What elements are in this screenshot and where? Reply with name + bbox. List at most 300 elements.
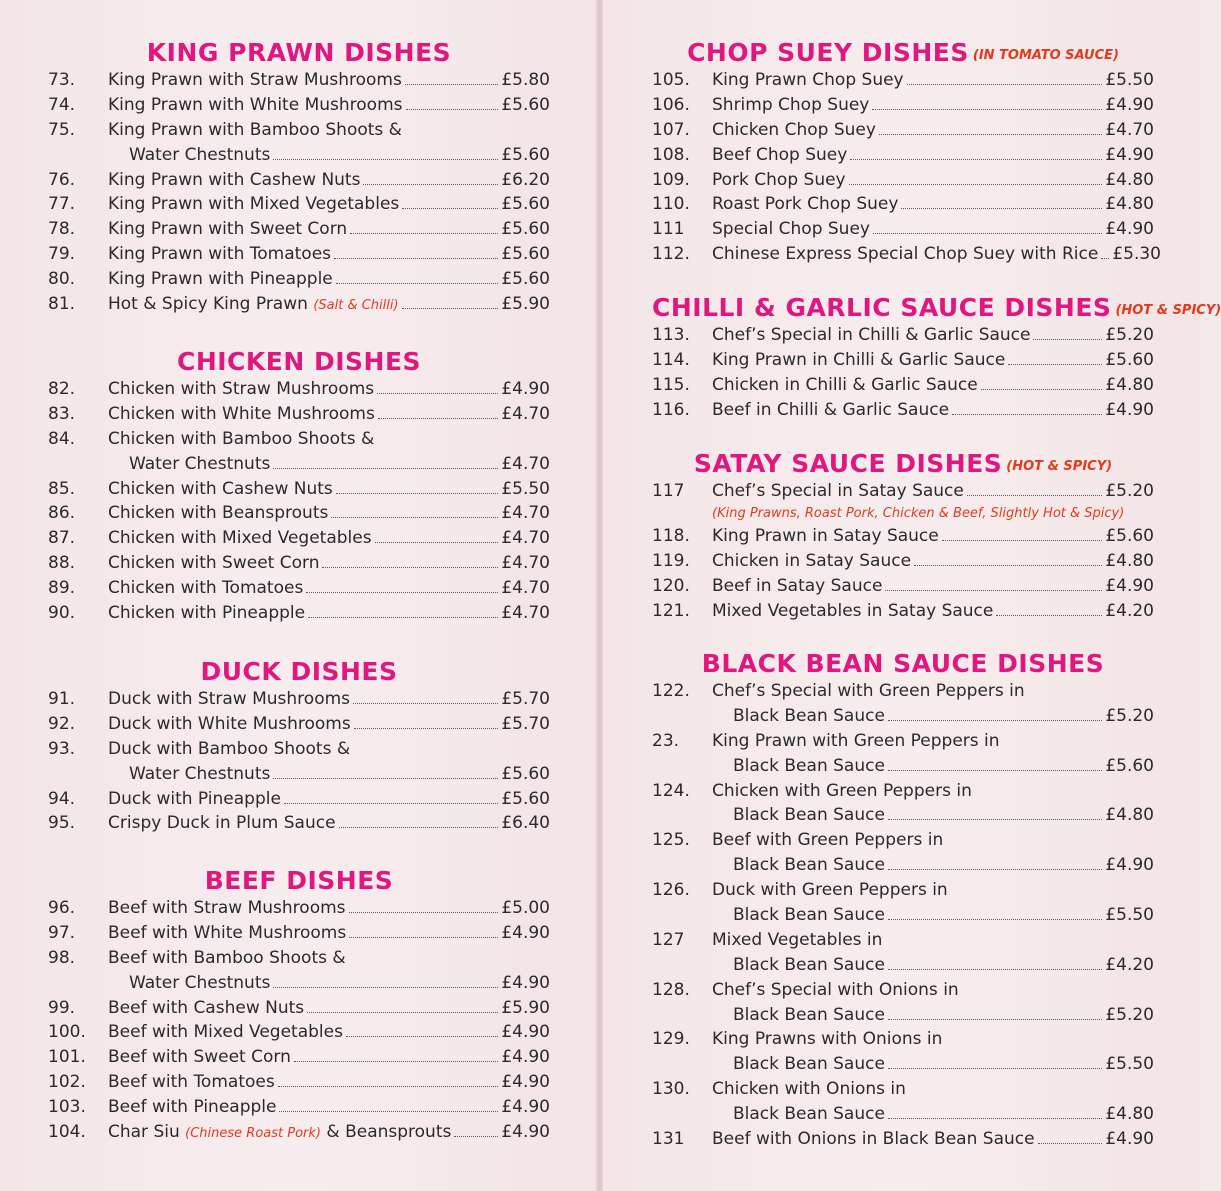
item-price: £6.40	[501, 813, 550, 834]
item-price: £4.70	[501, 578, 550, 599]
item-price: £5.60	[501, 244, 550, 265]
menu-item	[48, 95, 550, 120]
dot-leader	[402, 208, 498, 209]
menu-item	[48, 789, 550, 814]
item-number: 77.	[48, 194, 76, 215]
item-price: £5.20	[1105, 481, 1154, 501]
item-number: 102.	[48, 1072, 86, 1093]
dot-leader	[981, 389, 1103, 390]
item-name	[712, 194, 898, 214]
item-name-text: Black Bean Sauce	[733, 855, 885, 876]
item-number: 103.	[48, 1097, 86, 1118]
item-note: (King Prawns, Roast Pork, Chicken & Beef, Slightly Hot & Spicy)	[712, 505, 1125, 521]
dot-leader	[402, 308, 499, 309]
item-number: 80.	[48, 269, 76, 290]
item-name-text: King Prawns with Onions in	[712, 1029, 943, 1050]
dot-leader	[888, 869, 1102, 870]
item-price: £5.50	[1105, 1054, 1154, 1075]
item-price: £5.60	[501, 194, 550, 215]
menu-item	[652, 551, 1154, 576]
item-number: 129.	[652, 1029, 690, 1050]
dot-leader	[353, 703, 498, 704]
dot-leader	[967, 495, 1102, 496]
item-price: £4.20	[1105, 600, 1154, 621]
item-number: 84.	[48, 428, 76, 449]
item-name-text: Beef with White Mushrooms	[108, 922, 347, 943]
item-name-text: Chicken with Sweet Corn	[108, 553, 320, 574]
item-number: 96.	[48, 898, 76, 918]
item-price: £4.90	[501, 1072, 550, 1093]
item-name-text: Beef with Straw Mushrooms	[108, 898, 346, 918]
item-name-text: Beef with Sweet Corn	[108, 1047, 291, 1068]
menu-item	[652, 576, 1154, 601]
dot-leader	[1008, 364, 1102, 365]
item-price: £5.70	[501, 713, 550, 734]
item-name-text: King Prawn with Bamboo Shoots &	[108, 119, 402, 140]
dot-leader	[850, 159, 1102, 160]
item-number: 106.	[652, 94, 690, 115]
item-name	[712, 880, 948, 900]
item-name-text: Beef in Chilli & Garlic Sauce	[712, 399, 950, 420]
dot-leader	[888, 819, 1102, 820]
item-price: £4.90	[501, 1047, 550, 1068]
menu-item	[652, 980, 1154, 1005]
item-name-text: King Prawn with Mixed Vegetables	[108, 194, 400, 215]
item-price: £5.60	[501, 788, 550, 809]
item-price: £5.60	[501, 269, 550, 290]
item-name-text: Mixed Vegetables in	[712, 929, 883, 950]
item-name	[712, 830, 943, 850]
item-price: £4.80	[1105, 374, 1154, 395]
item-name-text: Duck with Straw Mushrooms	[108, 689, 351, 709]
dot-leader	[375, 542, 499, 543]
item-name	[108, 528, 372, 548]
item-name-text: Chicken with Bamboo Shoots &	[108, 428, 375, 449]
item-name	[712, 681, 1025, 701]
menu-item	[48, 998, 550, 1023]
item-name-text: Black Bean Sauce	[733, 705, 885, 726]
dot-leader	[885, 590, 1102, 591]
item-number: 90.	[48, 603, 76, 624]
menu-item	[48, 528, 550, 553]
menu-item	[652, 120, 1154, 145]
item-name	[108, 269, 333, 289]
item-name-text: King Prawn with Pineapple	[108, 269, 333, 290]
section-heading-text: SATAY SAUCE DISHES	[693, 449, 1003, 478]
menu-item	[48, 689, 550, 714]
item-price: £5.30	[1112, 244, 1161, 265]
item-name-text: Chicken with Pineapple	[108, 603, 306, 624]
item-price: £5.90	[501, 997, 550, 1018]
menu-item	[652, 601, 1154, 626]
dot-leader	[888, 919, 1102, 920]
dot-leader	[888, 720, 1102, 721]
dot-leader	[849, 184, 1103, 185]
menu-item	[48, 454, 550, 479]
item-name-text: Duck with White Mushrooms	[108, 713, 351, 734]
item-price: £4.90	[1105, 855, 1154, 876]
dot-leader	[284, 803, 498, 804]
item-price: £4.70	[501, 453, 550, 474]
section-heading: DUCK DISHES	[200, 657, 398, 686]
item-name	[712, 1054, 885, 1074]
item-name	[108, 170, 360, 190]
item-price: £4.90	[1105, 399, 1154, 420]
dot-leader	[888, 770, 1102, 771]
menu-item	[652, 1079, 1154, 1104]
menu-item	[652, 1129, 1154, 1154]
item-name-text: Chicken with Mixed Vegetables	[108, 528, 372, 549]
item-name	[108, 739, 350, 759]
menu-item	[48, 379, 550, 404]
item-name-text: Crispy Duck in Plum Sauce	[108, 813, 336, 834]
item-price: £4.90	[1105, 1129, 1154, 1150]
item-number: 85.	[48, 478, 76, 499]
menu-item	[48, 764, 550, 789]
item-name	[108, 294, 399, 314]
menu-item	[48, 145, 550, 170]
item-number: 94.	[48, 788, 76, 809]
item-name-text: Black Bean Sauce	[733, 1004, 885, 1025]
item-note: (Chinese Roast Pork)	[185, 1126, 321, 1142]
menu-item	[48, 219, 550, 244]
section-heading: BEEF DISHES	[204, 866, 394, 895]
menu-item	[652, 805, 1154, 830]
item-name	[712, 980, 959, 1000]
menu-item	[48, 294, 550, 319]
item-number: 131	[652, 1129, 685, 1150]
menu-item	[48, 244, 550, 269]
dot-leader	[952, 414, 1102, 415]
item-price: £5.60	[1105, 349, 1154, 370]
menu-item	[48, 269, 550, 294]
menu-item	[652, 526, 1154, 551]
item-price: £5.70	[501, 689, 550, 709]
item-number: 79.	[48, 244, 76, 265]
item-price: £4.70	[1105, 119, 1154, 140]
item-price: £4.80	[1105, 805, 1154, 826]
dot-leader	[278, 1086, 499, 1087]
item-name-text: King Prawn with White Mushrooms	[108, 94, 403, 115]
item-number: 127	[652, 929, 685, 950]
item-price: £4.90	[1105, 219, 1154, 240]
section-heading-note: (HOT & SPICY)	[1006, 459, 1113, 474]
item-price: £5.60	[501, 144, 550, 165]
item-name	[108, 1072, 275, 1092]
item-name	[712, 244, 1098, 264]
item-number: 76.	[48, 169, 76, 190]
menu-item	[48, 1047, 550, 1072]
menu-item	[48, 813, 550, 838]
menu-item	[652, 219, 1154, 244]
item-number: 83.	[48, 403, 76, 424]
menu-item	[48, 404, 550, 429]
item-name	[108, 689, 350, 709]
menu-item	[48, 1022, 550, 1047]
item-name-text: Roast Pork Chop Suey	[712, 194, 899, 215]
item-name	[712, 805, 885, 825]
dot-leader	[872, 109, 1102, 110]
section-king-prawn	[48, 36, 550, 319]
item-name-text: Mixed Vegetables in Satay Sauce	[712, 600, 994, 621]
item-number: 121.	[652, 600, 690, 621]
item-name	[712, 481, 964, 501]
menu-item	[652, 1054, 1154, 1079]
item-name	[712, 145, 847, 165]
item-name-text: Chicken with Tomatoes	[108, 578, 304, 599]
item-name	[712, 905, 885, 925]
dot-leader	[331, 517, 498, 518]
dot-leader	[273, 987, 498, 988]
item-name	[108, 764, 270, 784]
item-name	[712, 1005, 885, 1025]
item-price: £4.70	[501, 603, 550, 624]
section-heading-note: (IN TOMATO SAUCE)	[972, 48, 1119, 63]
item-number: 105.	[652, 70, 690, 90]
item-number: 23.	[652, 730, 680, 751]
item-price: £4.90	[1105, 144, 1154, 165]
item-name	[712, 601, 993, 621]
item-name-text: Beef with Mixed Vegetables	[108, 1022, 343, 1043]
item-name-text: Duck with Green Peppers in	[712, 880, 948, 901]
item-name-text: Hot & Spicy King Prawn	[108, 294, 308, 315]
menu-item	[652, 70, 1154, 95]
item-name	[712, 855, 885, 875]
item-price: £4.70	[501, 503, 550, 524]
item-name-text: Beef in Satay Sauce	[712, 575, 883, 596]
item-price: £4.90	[501, 1022, 550, 1043]
item-name	[108, 578, 303, 598]
section-heading-text: CHILLI & GARLIC SAUCE DISHES	[652, 293, 1112, 322]
menu-item	[48, 170, 550, 195]
item-number: 98.	[48, 947, 76, 968]
menu-item	[48, 429, 550, 454]
item-price: £5.20	[1105, 1004, 1154, 1025]
item-number: 110.	[652, 194, 690, 215]
item-name-text: Duck with Bamboo Shoots &	[108, 738, 351, 759]
item-name-text: Beef with Green Peppers in	[712, 830, 944, 851]
dot-leader	[406, 109, 499, 110]
item-name	[108, 429, 374, 449]
item-number: 73.	[48, 70, 76, 90]
item-name-text: Black Bean Sauce	[733, 954, 885, 975]
item-number: 109.	[652, 169, 690, 190]
item-name	[108, 95, 403, 115]
section-heading-note: (HOT & SPICY)	[1115, 303, 1221, 318]
menu-item	[48, 578, 550, 603]
item-name	[108, 923, 346, 943]
item-name	[712, 1104, 885, 1124]
section-heading: CHICKEN DISHES	[176, 347, 422, 376]
item-price: £4.90	[501, 379, 550, 399]
dot-leader	[339, 827, 499, 828]
item-name	[712, 781, 972, 801]
item-name-text: Water Chestnuts	[129, 144, 271, 165]
item-name-text: Black Bean Sauce	[733, 805, 885, 826]
item-name	[108, 1022, 343, 1042]
item-name	[712, 1029, 942, 1049]
item-price: £4.80	[1105, 194, 1154, 215]
dot-leader	[322, 567, 498, 568]
dot-leader	[273, 468, 498, 469]
menu-item	[652, 1104, 1154, 1129]
item-name	[712, 731, 1000, 751]
item-name	[108, 898, 346, 918]
dot-leader	[907, 84, 1103, 85]
section-heading	[652, 36, 1154, 70]
item-name	[712, 400, 949, 420]
section-chop-suey	[652, 36, 1161, 269]
section-heading: BLACK BEAN SAUCE DISHES	[701, 649, 1105, 678]
section-satay	[652, 447, 1154, 625]
item-name	[712, 551, 911, 571]
dot-leader	[888, 1118, 1102, 1119]
dot-leader	[879, 134, 1102, 135]
item-number: 126.	[652, 880, 690, 901]
menu-item	[652, 756, 1154, 781]
menu-item	[652, 1029, 1154, 1054]
dot-leader	[363, 184, 498, 185]
item-number: 88.	[48, 553, 76, 574]
menu-item	[652, 830, 1154, 855]
item-name	[108, 973, 270, 993]
menu-item	[652, 375, 1154, 400]
item-name-text: Chicken with Beansprouts	[108, 503, 329, 524]
item-name	[108, 219, 347, 239]
dot-leader	[273, 159, 498, 160]
item-name	[108, 145, 270, 165]
item-name	[712, 930, 882, 950]
item-name	[712, 526, 939, 546]
item-price: £4.80	[1105, 1104, 1154, 1125]
dot-leader	[377, 393, 498, 394]
item-number: 100.	[48, 1022, 86, 1043]
item-number: 111	[652, 219, 685, 240]
item-name	[712, 95, 869, 115]
item-name	[108, 789, 281, 809]
item-name	[108, 194, 399, 214]
item-name-text: Black Bean Sauce	[733, 905, 885, 926]
menu-item	[652, 706, 1154, 731]
item-number: 99.	[48, 997, 76, 1018]
menu-item	[652, 325, 1154, 350]
item-name	[712, 1079, 906, 1099]
dot-leader	[996, 615, 1102, 616]
dot-leader	[454, 1136, 498, 1137]
menu-item	[652, 95, 1154, 120]
section-beef	[48, 864, 550, 1147]
section-heading: KING PRAWN DISHES	[146, 38, 452, 67]
item-price: £4.70	[501, 553, 550, 574]
menu-item	[652, 194, 1154, 219]
item-name-text: Chicken in Satay Sauce	[712, 550, 912, 571]
item-name	[108, 1097, 276, 1117]
item-name-text: King Prawn with Tomatoes	[108, 244, 332, 265]
menu-item	[48, 503, 550, 528]
item-name	[108, 813, 336, 833]
dot-leader	[901, 208, 1102, 209]
item-price: £5.60	[501, 94, 550, 115]
item-price: £4.20	[1105, 954, 1154, 975]
menu-item	[652, 781, 1154, 806]
item-price: £5.60	[1105, 755, 1154, 776]
item-number: 78.	[48, 219, 76, 240]
item-name-text: King Prawn in Chilli & Garlic Sauce	[712, 349, 1006, 370]
dot-leader	[308, 617, 498, 618]
item-number: 92.	[48, 713, 76, 734]
menu-item	[652, 681, 1154, 706]
item-name	[108, 404, 375, 424]
menu-item	[652, 1005, 1154, 1030]
item-name	[712, 706, 885, 726]
item-name	[108, 479, 333, 499]
dot-leader	[336, 493, 499, 494]
item-name	[712, 375, 978, 395]
item-name-text: Water Chestnuts	[129, 763, 271, 784]
section-heading	[652, 447, 1154, 481]
item-number: 113.	[652, 325, 690, 345]
dot-leader	[294, 1061, 498, 1062]
menu-item	[652, 855, 1154, 880]
menu-item	[48, 603, 550, 628]
item-name	[712, 756, 885, 776]
menu-item	[48, 479, 550, 504]
item-number: 125.	[652, 830, 690, 851]
menu-item	[48, 70, 550, 95]
menu-item	[48, 948, 550, 973]
item-name-text: King Prawn Chop Suey	[712, 70, 904, 90]
dot-leader	[349, 912, 499, 913]
item-number: 89.	[48, 578, 76, 599]
item-name-text: & Beansprouts	[326, 1122, 452, 1143]
item-name	[108, 998, 304, 1018]
item-name-text: Beef with Bamboo Shoots &	[108, 947, 346, 968]
dot-leader	[888, 969, 1102, 970]
menu-item	[48, 120, 550, 145]
dot-leader	[354, 728, 499, 729]
item-price: £5.20	[1105, 705, 1154, 726]
item-name-text: Chef’s Special with Green Peppers in	[712, 681, 1025, 701]
item-price: £5.80	[501, 70, 550, 90]
dot-leader	[279, 1111, 498, 1112]
menu-item	[652, 955, 1154, 980]
dot-leader	[334, 258, 498, 259]
item-price: £5.60	[1105, 525, 1154, 546]
item-name	[712, 576, 882, 596]
item-name-text: Chicken with Onions in	[712, 1079, 906, 1100]
item-number: 120.	[652, 575, 690, 596]
item-name-text: Beef Chop Suey	[712, 144, 848, 165]
item-name-text: Water Chestnuts	[129, 453, 271, 474]
dot-leader	[378, 418, 499, 419]
item-price: £5.50	[501, 478, 550, 499]
item-name	[712, 219, 870, 239]
item-name	[108, 70, 402, 90]
item-name	[712, 955, 885, 975]
item-number: 112.	[652, 244, 690, 265]
item-number: 116.	[652, 399, 690, 420]
item-name-text: Chef’s Special in Satay Sauce	[712, 481, 964, 501]
item-name-text: Chicken with White Mushrooms	[108, 403, 375, 424]
dot-leader	[1033, 339, 1102, 340]
dot-leader	[405, 84, 498, 85]
item-number: 87.	[48, 528, 76, 549]
item-number: 115.	[652, 374, 690, 395]
item-name-text: Chicken in Chilli & Garlic Sauce	[712, 374, 978, 395]
dot-leader	[306, 592, 498, 593]
dot-leader	[873, 233, 1102, 234]
item-name	[108, 120, 402, 140]
